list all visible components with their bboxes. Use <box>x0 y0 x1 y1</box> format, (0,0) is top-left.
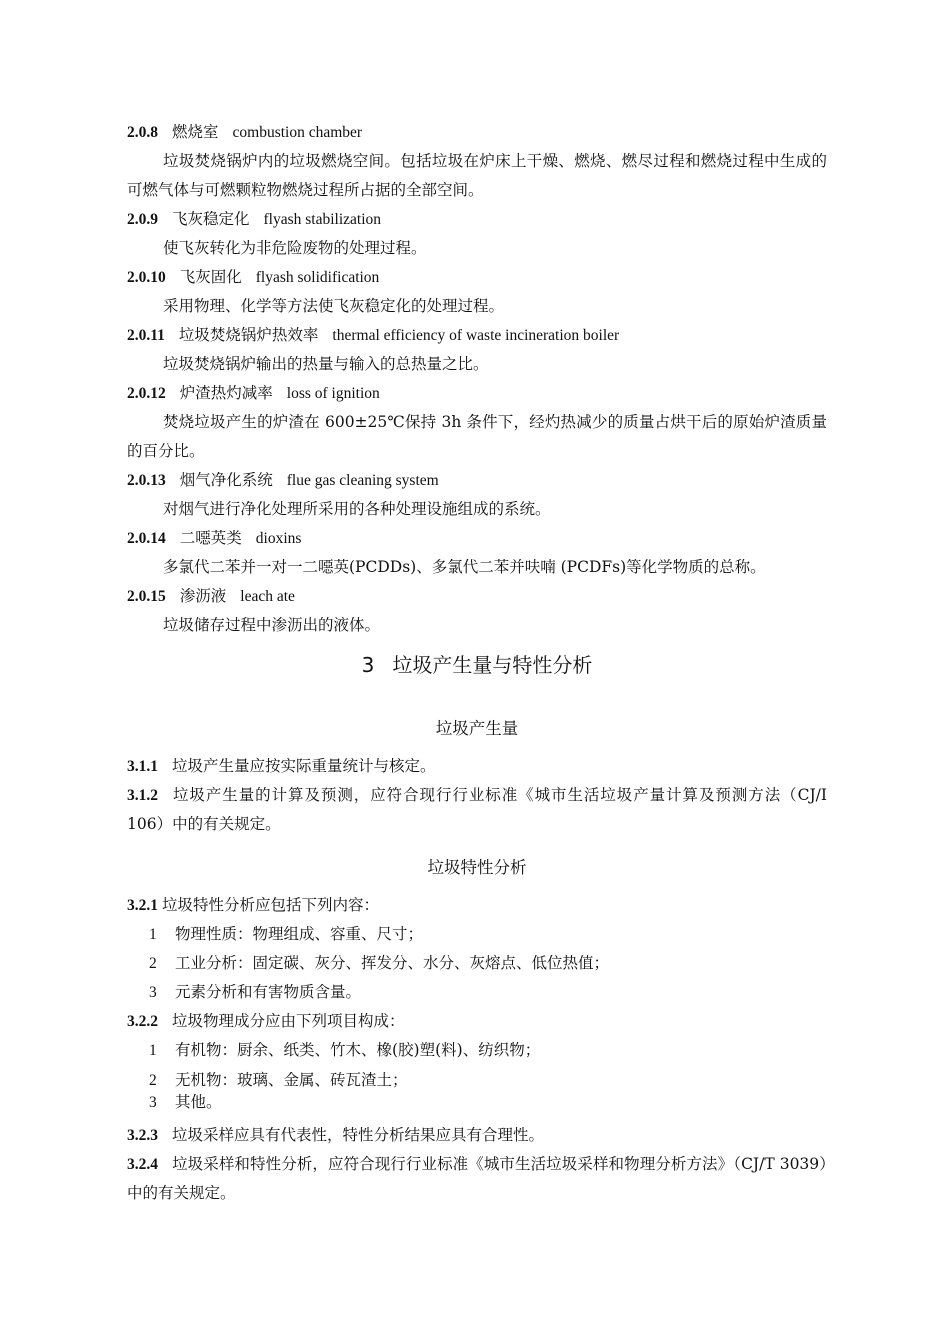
term-cn: 燃烧室 <box>172 123 219 141</box>
term-heading <box>127 263 827 292</box>
clause-number: 3.2.2 <box>127 1013 158 1030</box>
clause-text: 垃圾物理成分应由下列项目构成： <box>172 1012 405 1030</box>
chapter-number: 3 <box>361 653 375 677</box>
clause-number: 2.0.14 <box>127 530 166 547</box>
term-definition: 垃圾储存过程中渗沥出的液体。 <box>163 616 381 634</box>
term-cn: 二噁英类 <box>179 529 242 547</box>
item-text: 其他。 <box>175 1093 222 1111</box>
section-title: 垃圾特性分析 <box>427 858 527 877</box>
term-en: thermal efficiency of waste incineration boiler <box>332 327 620 344</box>
document-page <box>127 118 827 1208</box>
clause-number: 3.2.1 <box>127 897 158 914</box>
clause-number: 3.2.4 <box>127 1156 158 1173</box>
chapter-title-text: 垃圾产生量与特性分析 <box>392 653 593 677</box>
item-text: 有机物：厨余、纸类、竹木、橡(胶)塑(料)、纺织物； <box>175 1041 541 1059</box>
term-en: flue gas cleaning system <box>286 472 439 489</box>
item-text: 物理性质：物理组成、容重、尺寸； <box>175 925 424 943</box>
clause-number: 2.0.12 <box>127 385 166 402</box>
list-item <box>127 1091 827 1113</box>
clause-number: 2.0.15 <box>127 588 166 605</box>
list-item <box>127 949 827 978</box>
clause-number: 2.0.9 <box>127 211 158 228</box>
item-text: 元素分析和有害物质含量。 <box>175 983 362 1001</box>
term-en: flyash solidification <box>255 269 380 286</box>
term-en: combustion chamber <box>232 124 363 141</box>
term-definition: 垃圾焚烧锅炉内的垃圾燃烧空间。包括垃圾在炉床上干燥、燃烧、燃尽过程和燃烧过程中生成的可燃气体与可燃颗粒物燃烧过程所占据的全部空间。 <box>127 152 827 199</box>
term-heading <box>127 321 827 350</box>
clause-text: 垃圾产生量应按实际重量统计与核定。 <box>172 757 436 775</box>
clause <box>127 1150 827 1208</box>
clause-number: 3.1.2 <box>127 787 158 804</box>
term-en: loss of ignition <box>286 385 380 402</box>
term-definition: 多氯代二苯并一对一二噁英(PCDDs)、多氯代二苯并呋喃 (PCDFs)等化学物质的总称。 <box>163 558 766 576</box>
clause-number: 2.0.8 <box>127 124 158 141</box>
term-cn: 飞灰固化 <box>179 268 242 286</box>
chapter-title <box>127 642 827 688</box>
clause-text: 垃圾特性分析应包括下列内容： <box>162 896 380 914</box>
item-number: 2 <box>149 1072 157 1089</box>
term-definition: 对烟气进行净化处理所采用的各种处理设施组成的系统。 <box>163 500 551 518</box>
term-heading <box>127 205 827 234</box>
clause-text: 垃圾采样和特性分析，应符合现行行业标准《城市生活垃圾采样和物理分析方法》（CJ/T 3039）中的有关规定。 <box>127 1155 827 1202</box>
term-heading <box>127 582 827 611</box>
clause <box>127 1007 827 1036</box>
list-item <box>127 920 827 949</box>
clause-number: 2.0.13 <box>127 472 166 489</box>
item-number: 2 <box>149 955 157 972</box>
list-item <box>127 1069 827 1091</box>
term-definition: 使飞灰转化为非危险废物的处理过程。 <box>163 239 427 257</box>
term-heading <box>127 118 827 147</box>
term-definition: 采用物理、化学等方法使飞灰稳定化的处理过程。 <box>163 297 505 315</box>
term-en: flyash stabilization <box>263 211 382 228</box>
term-cn: 渗沥液 <box>179 587 227 605</box>
list-item <box>127 1036 827 1065</box>
term-heading <box>127 466 827 495</box>
term-definition: 焚烧垃圾产生的炉渣在 600±25℃保持 3h 条件下，经灼热减少的质量占烘干后的原始炉渣质量的百分比。 <box>127 413 827 460</box>
list-item <box>127 978 827 1007</box>
clause-number: 2.0.10 <box>127 269 166 286</box>
term-en: leach ate <box>240 588 295 605</box>
clause <box>127 1121 827 1150</box>
item-number: 3 <box>149 1094 157 1111</box>
clause-text: 垃圾产生量的计算及预测，应符合现行行业标准《城市生活垃圾产量计算及预测方法（CJ/I 106）中的有关规定。 <box>127 786 827 833</box>
term-definition: 垃圾焚烧锅炉输出的热量与输入的总热量之比。 <box>163 355 489 373</box>
term-cn: 飞灰稳定化 <box>172 210 250 228</box>
item-text: 无机物：玻璃、金属、砖瓦渣土； <box>175 1071 408 1089</box>
clause-number: 2.0.11 <box>127 327 165 344</box>
term-en: dioxins <box>255 530 302 547</box>
clause-number: 3.2.3 <box>127 1127 158 1144</box>
term-cn: 炉渣热灼减率 <box>179 384 273 402</box>
item-number: 3 <box>149 984 157 1001</box>
clause <box>127 752 827 781</box>
term-heading <box>127 379 827 408</box>
clause-number: 3.1.1 <box>127 758 158 775</box>
clause <box>127 781 827 839</box>
term-heading <box>127 524 827 553</box>
item-number: 1 <box>149 926 157 943</box>
term-cn: 垃圾焚烧锅炉热效率 <box>178 326 319 344</box>
clause-text: 垃圾采样应具有代表性，特性分析结果应具有合理性。 <box>172 1126 545 1144</box>
item-text: 工业分析：固定碳、灰分、挥发分、水分、灰熔点、低位热值； <box>175 954 610 972</box>
item-number: 1 <box>149 1042 157 1059</box>
term-cn: 烟气净化系统 <box>179 471 273 489</box>
clause <box>127 891 827 920</box>
section-title: 垃圾产生量 <box>435 719 519 738</box>
